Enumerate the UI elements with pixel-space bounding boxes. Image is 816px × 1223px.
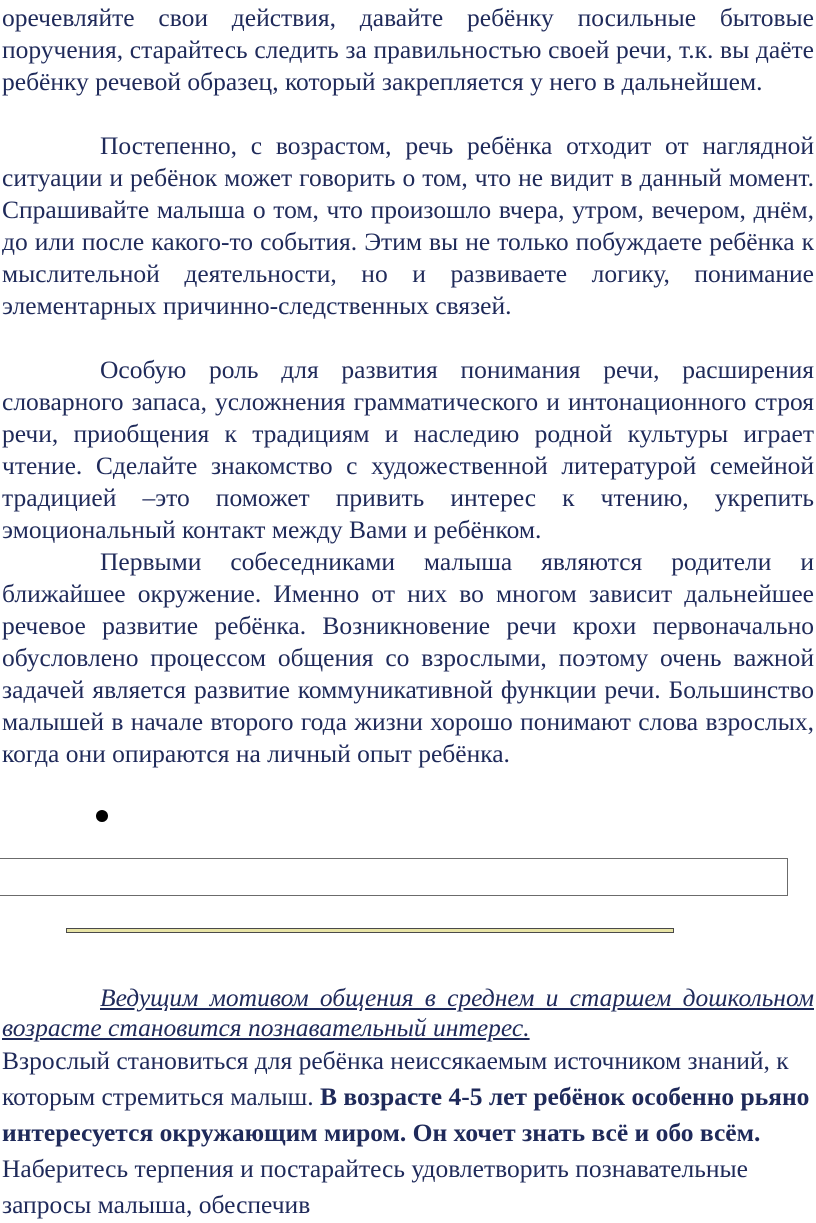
paragraph-5-text-1: Взрослый становиться для ребёнка неиссякаемым источником знаний, к которым стремиться малыш. — [2, 1046, 789, 1111]
paragraph-5-lead: Ведущим мотивом общения в среднем и старшем дошкольном возрасте становится познавательный интерес. — [2, 983, 814, 1042]
paragraph-5-body — [2, 1043, 814, 1223]
bullet-point — [96, 810, 108, 822]
paragraph-5-text-2: Наберитесь терпения и постарайтесь удовлетворить познавательные запросы малыша, обеспечив — [2, 1154, 748, 1219]
paragraph-5 — [2, 983, 814, 1223]
paragraph-2: Постепенно, с возрастом, речь ребёнка отходит от наглядной ситуации и ребёнок может говорить о том, что не видит в данный момент. Спрашивайте малыша о том, что произошло вчера, утром, вечером, днём, до или после какого-то события. Этим вы не только побуждаете ребёнка к мыслительной деятельности, но и развиваете логику, понимание элементарных причинно-следственных связей. — [2, 131, 814, 320]
paragraph-3: Особую роль для развития понимания речи, расширения словарного запаса, усложнения грамматического и интонационного строя речи, приобщения к традициям и наследию родной культуры играет чтение. Сделайте знакомство с художественной литературой семейной традицией –это поможет привить интерес к чтению, укрепить эмоциональный контакт между Вами и ребёнком. — [2, 355, 814, 544]
paragraph-1: оречевляйте свои действия, давайте ребёнку посильные бытовые поручения, старайтесь следить за правильностью своей речи, т.к. вы даёте ребёнку речевой образец, который закрепляется у него в дальнейшем. — [2, 3, 814, 96]
paragraph-5-bold: В возрасте 4-5 лет ребёнок особенно рьяно интересуется окружающим миром. Он хочет знать всё и обо всём. — [2, 1082, 810, 1147]
horizontal-rule — [66, 928, 674, 933]
paragraph-4: Первыми собеседниками малыша являются родители и ближайшее окружение. Именно от них во многом зависит дальнейшее речевое развитие ребёнка. Возникновение речи крохи первоначально обусловлено процессом общения со взрослыми, поэтому очень важной задачей является развитие коммуникативной функции речи. Большинство малышей в начале второго года жизни хорошо понимают слова взрослых, когда они опираются на личный опыт ребёнка. — [2, 547, 814, 768]
empty-text-box — [0, 858, 788, 896]
